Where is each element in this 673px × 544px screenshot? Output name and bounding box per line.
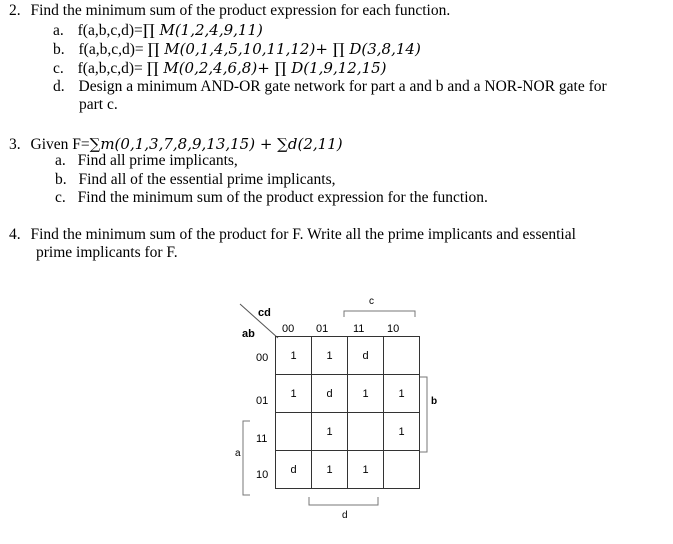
kmap-row-header: 01 — [256, 395, 269, 407]
kmap-var-b: b — [431, 396, 438, 407]
q3c-text: Find the minimum sum of the product expression for the function. — [77, 189, 488, 206]
q2d-letter: d. — [53, 78, 65, 95]
kmap-cell: 1 — [312, 413, 348, 451]
kmap-row-var-label: ab — [242, 328, 255, 340]
kmap-col-header: 11 — [353, 323, 365, 335]
q2-part-c — [53, 59, 387, 78]
q2a-prefix: f(a,b,c,d)= — [77, 22, 143, 39]
q3b-letter: b. — [55, 171, 67, 188]
q3-number: 3. — [9, 136, 21, 153]
q2c-prefix: f(a,b,c,d)= — [77, 60, 147, 77]
q2-text: Find the minimum sum of the product expression for each function. — [30, 2, 451, 19]
kmap-col-header: 00 — [282, 323, 295, 335]
kmap-cell: 1 — [348, 375, 384, 413]
kmap-cell: 1 — [312, 451, 348, 489]
q2c-expr: ∏ M(0,2,4,6,8)+ ∏ D(1,9,12,15) — [146, 59, 387, 77]
q2a-letter: a. — [53, 22, 64, 39]
q2a-expr: ∏ M(1,2,4,9,11) — [142, 21, 263, 39]
q3c-letter: c. — [55, 189, 66, 206]
kmap-cell: 1 — [312, 337, 348, 375]
q2d-continuation: part c. — [79, 96, 118, 113]
q2d-text: Design a minimum AND-OR gate network for part a and b and a NOR-NOR gate for — [78, 78, 607, 95]
q3-lead: Given F= — [30, 136, 90, 153]
q4-number: 4. — [9, 226, 21, 243]
q4-continuation: prime implicants for F. — [36, 244, 178, 261]
q2-part-a — [53, 21, 263, 40]
kmap-cell: 1 — [348, 451, 384, 489]
q3b-text: Find all of the essential prime implicants, — [78, 171, 336, 188]
kmap-row-header: 11 — [256, 433, 268, 445]
kmap-cell: d — [348, 337, 384, 375]
q3-part-c — [55, 189, 488, 207]
q2-part-b — [53, 40, 421, 59]
kmap-col-header: 01 — [316, 323, 329, 335]
q2b-letter: b. — [53, 41, 65, 58]
kmap-cell: 1 — [384, 375, 420, 413]
kmap-cell: 1 — [276, 375, 312, 413]
q3-part-b — [55, 171, 336, 189]
kmap-cell: d — [312, 375, 348, 413]
kmap-cell: 1 — [384, 413, 420, 451]
kmap-cell: d — [276, 451, 312, 489]
q3a-letter: a. — [55, 152, 66, 169]
q2b-expr: ∏ M(0,1,4,5,10,11,12)+ ∏ D(3,8,14) — [147, 40, 421, 58]
q2-part-d — [53, 78, 607, 96]
kmap-cell: 1 — [276, 337, 312, 375]
q3-expr: ∑m(0,1,3,7,8,9,13,15) + ∑d(2,11) — [89, 135, 343, 153]
q3-part-a — [55, 152, 238, 170]
q4-text: Find the minimum sum of the product for F. Write all the prime implicants and essential — [30, 226, 576, 243]
q4-heading — [9, 226, 576, 244]
kmap-var-a: a — [235, 448, 241, 459]
kmap-row-header: 10 — [256, 469, 269, 481]
kmap-col-var-label: cd — [258, 307, 271, 319]
kmap-var-d: d — [342, 510, 348, 521]
kmap-row-header: 00 — [256, 352, 269, 364]
kmap-col-header: 10 — [387, 323, 400, 335]
q2-heading — [9, 2, 450, 20]
q3a-text: Find all prime implicants, — [77, 152, 238, 169]
q2b-prefix: f(a,b,c,d)= — [78, 41, 148, 58]
q2-number: 2. — [9, 2, 21, 19]
kmap-var-c: c — [369, 296, 374, 307]
q2c-letter: c. — [53, 60, 64, 77]
kmap-variable-brackets — [230, 295, 455, 530]
